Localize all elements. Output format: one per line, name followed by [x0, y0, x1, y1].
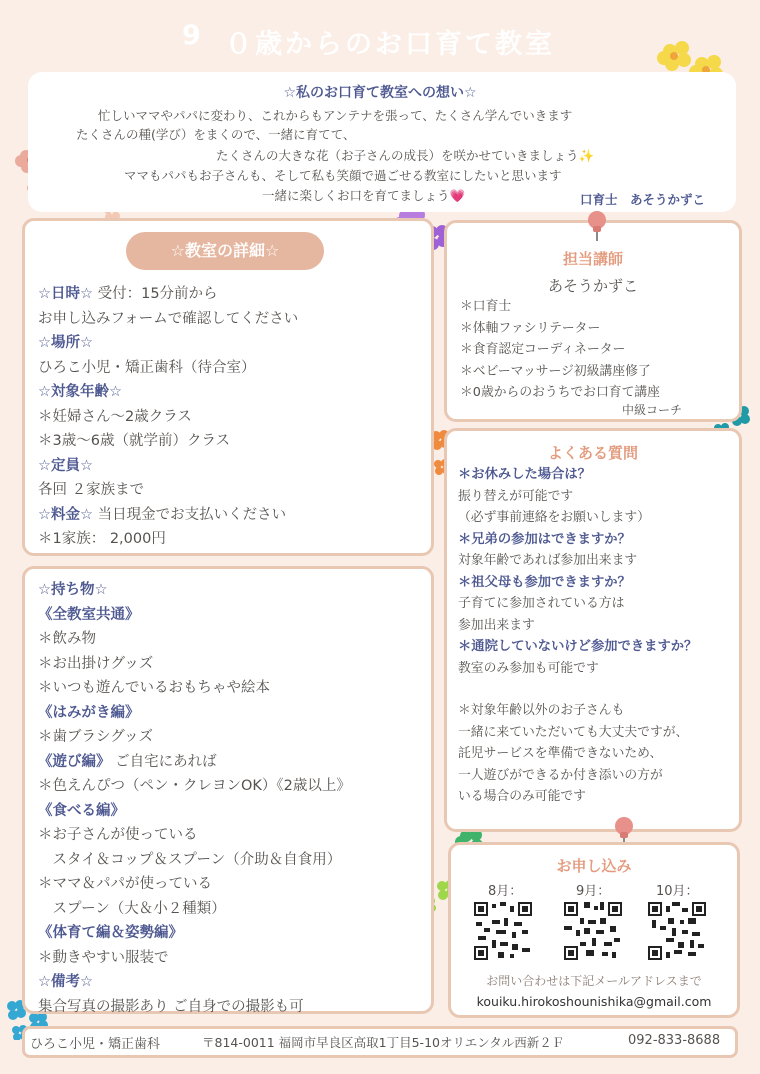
- capacity-value: 各回 ２家族まで: [38, 482, 145, 498]
- place-label: ☆場所☆: [38, 335, 93, 351]
- faq-question-2: ＊兄弟の参加はできますか？: [458, 531, 631, 547]
- qr-code-aug[interactable]: [474, 902, 532, 960]
- intro-line-4: ママもパパもお子さんも、そして私も笑顔で過ごせる教室にしたいと思います: [124, 168, 562, 183]
- intro-line-2: たくさんの種(学び）をまくので、一緒に育てて、: [76, 127, 356, 142]
- age-value-2: ＊3歳〜6歳（就学前）クラス: [38, 433, 231, 449]
- faq-note-5: いる場合のみ可能です: [458, 789, 586, 804]
- eat-item-2: スタイ＆コップ＆スプーン（介助＆自食用）: [38, 851, 342, 868]
- footer-phone[interactable]: 092-833-8688: [628, 1033, 721, 1048]
- details-heading: ☆教室の詳細☆: [126, 232, 324, 270]
- faq-note-1: ＊対象年齢以外のお子さんも: [458, 703, 625, 718]
- faq-answer-3a: 子育てに参加されている方は: [458, 596, 625, 611]
- common-item-3: ＊いつも遊んでいるおもちゃや絵本: [38, 680, 270, 696]
- age-value-1: ＊妊婦さん〜2歳クラス: [38, 408, 192, 425]
- brush-item-1: ＊歯ブラシグッズ: [38, 729, 153, 745]
- datetime-label: ☆日時☆: [38, 286, 93, 302]
- qr-code-oct[interactable]: [648, 902, 706, 960]
- common-label: 《全教室共通》: [38, 606, 140, 623]
- brush-label: 《はみがき編》: [38, 704, 140, 721]
- faq-answer-1a: 振り替えが可能です: [458, 488, 574, 504]
- notes-label: ☆備考☆: [38, 974, 93, 990]
- qualification-5: ＊0歳からのおうちでお口育て講座: [460, 385, 660, 400]
- page-number: 9: [182, 20, 201, 51]
- details-content: [38, 282, 298, 552]
- faq-note-4: 一人遊びができるか付き添いの方が: [458, 767, 663, 783]
- fee-label: ☆料金☆: [38, 506, 93, 523]
- faq-content: [458, 464, 697, 808]
- faq-question-4: ＊通院していないけど参加できますか？: [458, 639, 698, 654]
- faq-answer-2: 対象年齢であれば参加出来ます: [458, 553, 638, 568]
- body-label: 《体育て編＆姿勢編》: [38, 925, 183, 941]
- qualification-4: ＊ベビーマッサージ初級講座修了: [460, 363, 651, 379]
- contact-email[interactable]: kouiku.hirokoshounishika@gmail.com: [476, 994, 712, 1009]
- faq-answer-4: 教室のみ参加も可能です: [458, 660, 599, 676]
- eat-item-3: ＊ママ＆パパが使っている: [38, 876, 212, 892]
- body-item-1: ＊動きやすい服装で: [38, 949, 169, 966]
- instructor-qualifications: [460, 296, 660, 404]
- intro-line-5: 一緒に楽しくお口を育てましょう💗: [262, 188, 466, 203]
- belongings-heading: ☆持ち物☆: [38, 582, 108, 598]
- capacity-label: ☆定員☆: [38, 457, 93, 474]
- place-value: ひろこ小児・矯正歯科（待合室）: [38, 359, 256, 376]
- fee-value: 当日現金でお支払いください: [93, 506, 287, 523]
- month-label-aug: 8月：: [488, 884, 523, 899]
- instructor-level: 中級コーチ: [622, 403, 683, 417]
- belongings-content: [38, 578, 351, 1019]
- footer-address: 〒814-0011 福岡市早良区高取1丁目5-10オリエンタル西新２Ｆ: [202, 1035, 565, 1050]
- eat-label: 《食べる編》: [38, 802, 125, 819]
- qr-code-sep[interactable]: [564, 902, 622, 960]
- common-item-1: ＊飲み物: [38, 631, 96, 647]
- instructor-heading: 担当講師: [562, 250, 623, 268]
- faq-question-3: ＊祖父母も参加できますか？: [458, 574, 631, 590]
- play-item-1: ＊色えんぴつ（ペン・クレヨンOK）《2歳以上》: [38, 778, 351, 794]
- month-label-oct: 10月：: [656, 884, 699, 899]
- month-label-sep: 9月：: [576, 884, 611, 899]
- faq-answer-3b: 参加出来ます: [458, 617, 535, 633]
- age-label: ☆対象年齢☆: [38, 384, 122, 400]
- faq-heading: よくある質問: [547, 444, 638, 462]
- page-title: ０歳からのお口育て教室: [225, 29, 555, 60]
- footer-clinic-name: ひろこ小児・矯正歯科: [30, 1037, 161, 1052]
- play-label: 《遊び編》: [38, 753, 111, 770]
- contact-note: お問い合わせは下記メールアドレスまで: [486, 974, 702, 988]
- datetime-value: 受付：15分前から: [93, 286, 218, 302]
- faq-note-2: 一緒に来ていただいても大丈夫ですが、: [458, 724, 689, 740]
- faq-answer-1b: （必ず事前連絡をお願いします）: [458, 510, 650, 525]
- intro-heading: ☆私のお口育て教室への想い☆: [283, 85, 477, 101]
- intro-line-3: たくさんの大きな花（お子さんの成長）を咲かせていきましょう✨: [216, 148, 595, 163]
- notes-value: 集合写真の撮影あり ご自身での撮影も可: [38, 998, 304, 1015]
- datetime-note: お申し込みフォームで確認してください: [38, 310, 299, 327]
- instructor-name: あそうかずこ: [547, 277, 638, 295]
- qualification-3: ＊食育認定コーディネーター: [460, 342, 626, 357]
- intro-signature: 口育士 あそうかずこ: [580, 192, 706, 207]
- eat-item-1: ＊お子さんが使っている: [38, 827, 198, 843]
- qualification-2: ＊体軸ファシリテーター: [460, 320, 601, 336]
- faq-question-1: ＊お休みした場合は？: [458, 467, 591, 482]
- apply-heading: お申し込み: [556, 857, 632, 875]
- pushpin-icon: [580, 208, 614, 242]
- play-note: ご自宅にあれば: [110, 753, 217, 770]
- qualification-1: ＊口育士: [460, 299, 512, 314]
- intro-line-1: 忙しいママやパパに変わり、これからもアンテナを張って、たくさん学んでいきます: [98, 108, 573, 123]
- common-item-2: ＊お出掛けグッズ: [38, 655, 154, 672]
- faq-note-3: 託児サービスを準備できないため、: [458, 746, 663, 761]
- fee-detail: ＊1家族： 2,000円: [38, 531, 166, 547]
- eat-item-4: スプーン（大＆小２種類）: [38, 900, 226, 917]
